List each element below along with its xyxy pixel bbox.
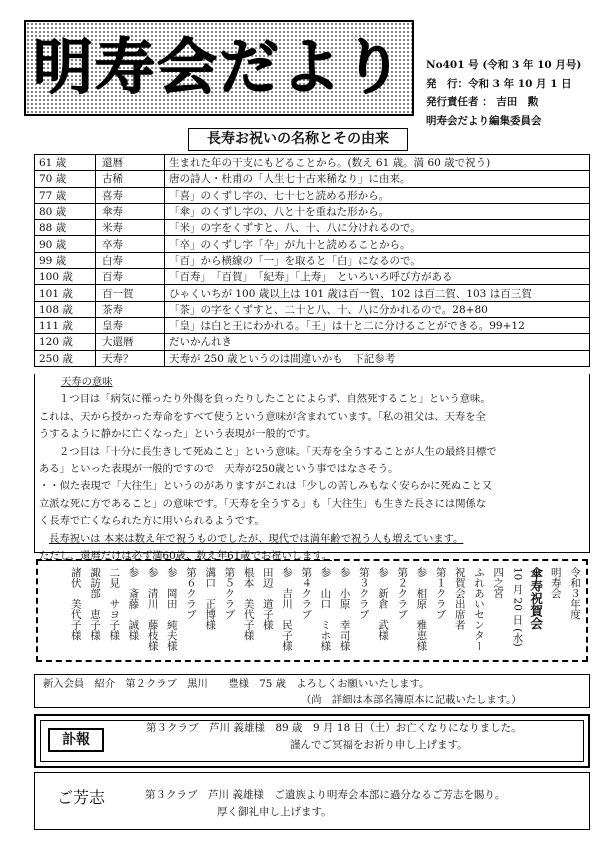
attendee-entry: 諸伏 美代子様 [69, 567, 82, 641]
longevity-row [35, 220, 590, 236]
longevity-row [35, 171, 590, 187]
donation-label: ご芳志 [57, 788, 106, 807]
attendee-entry: 参 岡田 純夫様 [165, 567, 178, 651]
longevity-row [35, 301, 590, 317]
meaning-line: うするように静かに亡くなった」という表現が一般的です。 [39, 428, 317, 441]
name-cell: 天寿？ [96, 350, 165, 366]
longevity-row [35, 252, 590, 268]
age-cell: 90 歳 [35, 236, 96, 252]
age-cell: 61 歳 [35, 155, 96, 171]
masthead [24, 20, 414, 116]
name-cell: 茶寿 [96, 301, 165, 317]
issue-published: 発 行：令和 3 年 10 月 1 日 [426, 77, 572, 90]
tenju-meaning [34, 374, 590, 563]
new-member-notice [34, 674, 590, 708]
donation-thanks-box [34, 772, 590, 830]
age-cell: 80 歳 [35, 203, 96, 219]
attendee-entry: 第１クラブ [434, 567, 447, 620]
longevity-table [34, 154, 590, 367]
new-member-line: 新入会員 紹介 第２クラブ 黒川 豊様 75 歳 よろしくお願いいたします。 [43, 678, 430, 690]
age-cell: 99 歳 [35, 252, 96, 268]
attendee-entry: 田辺 道子様 [261, 567, 274, 630]
issue-responsible: 発行責任者 ： 吉田 勲 [426, 96, 539, 108]
name-cell: 百寿 [96, 269, 165, 285]
age-cell: 70 歳 [35, 171, 96, 187]
issue-number: No401 号 (令和 3 年 10 月号) [426, 59, 582, 71]
attendee-entry: 溝口 正博様 [204, 567, 217, 630]
name-cell: 白寿 [96, 252, 165, 268]
attendee-entry: 参 新倉 武様 [377, 567, 389, 641]
description-cell: 「茶」の字をくずすと、二十と八、十、八に分かれるので。28+80 [165, 301, 590, 317]
meaning-line: これは、天から授かった寿命をすべて使うという意味が含まれています。「私の祖父は、天寿を全 [39, 410, 486, 423]
description-cell: 唐の詩人・杜甫の「人生七十古来稀なり」に由来。 [165, 171, 590, 187]
attendee-entry: 参 斎藤 誠様 [127, 567, 140, 641]
attendee-entry: 二見 サヨ子様 [108, 567, 121, 641]
attendee-entry: 参 相原 雅恵様 [415, 567, 428, 651]
age-cell: 108 歳 [35, 301, 96, 317]
name-cell: 古稀 [96, 171, 165, 187]
donation-text [145, 787, 505, 821]
age-cell: 120 歳 [35, 334, 96, 350]
description-cell: 「喜」のくずし字の、七十七と読める形から。 [165, 187, 590, 203]
age-cell: 250 歳 [35, 350, 96, 366]
name-cell: 皇寿 [96, 317, 165, 333]
description-cell: 「百寿」 「百賀」 「紀寿」「上寿」 といろいろ呼び方がある [165, 269, 590, 285]
meaning-line: １つ目は「病気に罹ったり外傷を負ったりしたことによらず、自然死すること」という意味。 [59, 393, 491, 406]
attendee-entry: 第２クラブ [396, 567, 409, 620]
longevity-row [35, 236, 590, 252]
attendee-entry: 参 吉川 民子様 [281, 567, 293, 651]
meaning-line: ２つ目は「十分に長生きして死ぬこと」という意味。「天寿を全うすることが人生の最終目標で [59, 445, 497, 458]
attendee-entry: 参 山口 ミホ様 [319, 567, 332, 651]
attendee-entry: 第３クラブ [357, 567, 370, 620]
attendee-entry: 第４クラブ [300, 567, 313, 620]
section-title: 長寿お祝いの名称とその由来 [188, 128, 408, 151]
meaning-line: ・・似た表現で「大往生」というのがありますがこれは「少しの苦しみもなく安らかに死ぬこと又 [39, 480, 493, 493]
name-cell: 喜寿 [96, 187, 165, 203]
description-cell: 「米」の字をくずすと、八、十、八に分けれるので。 [165, 220, 590, 236]
new-member-note: （尚 詳細は本部名簿原本に記載いたします。） [301, 694, 522, 706]
age-cell: 111 歳 [35, 317, 96, 333]
celebration-header: 四之宮 [492, 567, 505, 599]
celebration-header: 傘寿祝賀会 [528, 567, 544, 630]
longevity-row [35, 285, 590, 301]
obituary-label: 訃報 [48, 728, 104, 752]
description-cell: 天寿が 250 歳というのは間違いかも 下記参考 [165, 350, 590, 366]
issue-info [426, 56, 596, 130]
description-cell: 「皇」は白と王にわかれる。「王」は十と二に分けることができる。99+12 [165, 317, 590, 333]
meaning-line: 立派な死に方であること」の意味です。「天寿を全うする」も「大往生」も生きた長さには関係な [39, 497, 487, 510]
issue-committee: 明寿会だより編集委員会 [426, 114, 542, 127]
name-cell: 還暦 [96, 155, 165, 171]
attendee-entry: 第６クラブ [185, 567, 197, 620]
age-cell: 88 歳 [35, 220, 96, 236]
age-cell: 77 歳 [35, 187, 96, 203]
attendee-entry: 諏訪部 恵子様 [89, 567, 101, 641]
longevity-row [35, 203, 590, 219]
obituary-condolence: 謹んでご冥福をお祈り申し上げます。 [290, 739, 468, 751]
description-cell: 生まれた年の干支にもどることから。(数え 61 歳。満 60 歳で祝う) [165, 155, 590, 171]
description-cell: だいかんれき [165, 334, 590, 350]
celebration-header: 令和３年度 [569, 567, 581, 620]
meaning-line: く長寿で亡くなられた方に用いられるようです。 [39, 515, 265, 528]
longevity-row [35, 187, 590, 203]
longevity-row [35, 334, 590, 350]
name-cell: 卒寿 [96, 236, 165, 252]
attendee-entry: 参 清川 藤枝様 [146, 567, 159, 651]
description-cell: 「卒」のくずし字「卆」が九十と読めることから。 [165, 236, 590, 252]
name-cell: 大還暦 [96, 334, 165, 350]
meaning-line: ある」といった表現が一般的ですので 天寿が250歳という事ではなさそう。 [39, 463, 399, 476]
name-cell: 百一賀 [96, 285, 165, 301]
description-cell: ひゃくいちが 100 歳以上は 101 歳は百一賀、102 は百二賀、103 は百三賀 [165, 285, 590, 301]
obituary-text [146, 720, 522, 754]
description-cell: 「傘」のくずし字の、八と十を重ねた形から。 [165, 203, 590, 219]
donation-thanks-line: 厚く御礼申し上げます。 [217, 806, 332, 818]
donation-line: 第３クラブ 芦川 義雄様 ご遺族より明寿会本部に過分なるご芳志を賜り。 [145, 789, 506, 801]
celebration-header: 明寿会 [549, 567, 562, 599]
celebration-header: 祝賀会出席者 [453, 567, 466, 630]
longevity-row [35, 269, 590, 285]
celebration-header: 10 月 20 日 (水) [511, 567, 524, 647]
longevity-row [35, 350, 590, 366]
attendee-entry: 根本 美代子様 [242, 567, 255, 641]
longevity-row [35, 317, 590, 333]
name-cell: 米寿 [96, 220, 165, 236]
sanju-celebration-box [36, 559, 588, 662]
description-cell: 「百」から横線の「一」を取ると「白」になるので。 [165, 252, 590, 268]
age-cell: 101 歳 [35, 285, 96, 301]
name-cell: 傘寿 [96, 203, 165, 219]
age-cell: 100 歳 [35, 269, 96, 285]
meaning-line: 長寿祝いは 本来は数え年で祝うものでしたが、現代では満年齢で祝う人も増えています。 [49, 532, 464, 545]
longevity-row [35, 155, 590, 171]
attendee-entry: 参 小原 幸司様 [338, 567, 351, 651]
newsletter-title: 明寿会だより [33, 33, 405, 103]
celebration-header: ふれあいセンター [473, 567, 485, 651]
obituary-box [34, 714, 590, 768]
meaning-line: ただし、還暦だけは必ず満60歳、数え年61歳でお祝いします。 [39, 550, 333, 563]
meaning-heading: 天寿の意味 [61, 376, 113, 388]
attendee-entry: 第５クラブ [223, 567, 236, 620]
obituary-line: 第３クラブ 芦川 義雄様 89 歳 9 月 18 日（土）お亡くなりになりました。 [146, 722, 522, 734]
